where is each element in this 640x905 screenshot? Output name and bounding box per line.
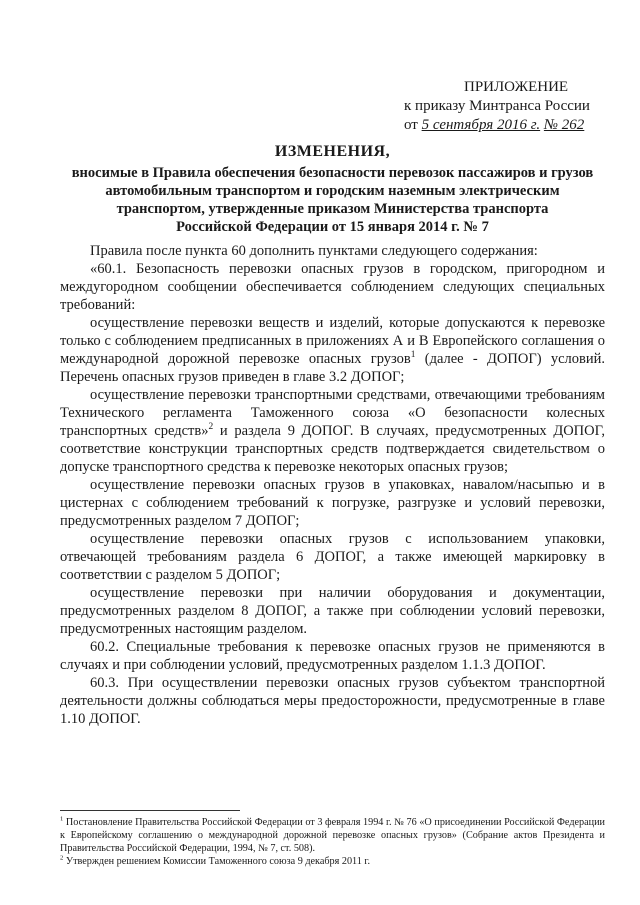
paragraph-requirement-1: осуществление перевозки веществ и изделий, которые допускаются к перевозке только с соблюдением предписанных в приложениях А и В Европейского соглашения о международной дорожной перевозке опасных грузов$^1$ (далее - ДОПОГ) условий. Перечень опасных грузов приведен в главе 3.2 ДОПОГ; <box>60 315 605 385</box>
appendix-label: ПРИЛОЖЕНИЕ <box>464 79 569 95</box>
title-heading: ИЗМЕНЕНИЯ, <box>274 143 391 160</box>
footnote-mark-2: 2 <box>60 854 64 862</box>
footnote-1: $^1$ Постановление Правительства Российской Федерации от 3 февраля 1994 г. № 76 «О присоединении Российской Федерации к Европейскому соглашению о международной дорожной перевозке опасных грузов» (Собрание актов Президента и Правительства Российской Федерации, 1994, № 7, ст. 508). <box>60 815 605 854</box>
appendix-date-line <box>404 116 614 135</box>
appendix-header <box>404 78 614 135</box>
paragraph-60-1: «60.1. Безопасность перевозки опасных грузов в городском, пригородном и междугородном сообщении обеспечивается соблюдением следующих специальных требований: <box>60 261 605 313</box>
appendix-number: № 262 <box>543 117 585 133</box>
footnote-2: $^2$ Утвержден решением Комиссии Таможенного союза 9 декабря 2011 г. <box>60 854 370 867</box>
title-subtitle-line: Российской Федерации от 15 января 2014 г. № 7 <box>176 219 489 235</box>
footnote-divider <box>60 810 240 811</box>
document-body <box>60 242 605 728</box>
paragraph-requirement-3: осуществление перевозки опасных грузов в упаковках, навалом/насыпью и в цистернах с соблюдением требований к погрузке, разгрузке и условий перевозки, предусмотренных разделом 7 ДОПОГ; <box>60 477 605 529</box>
footnotes <box>60 816 605 868</box>
paragraph-requirement-2: осуществление перевозки транспортными средствами, отвечающими требованиям Технического регламента Таможенного союза «О безопасности колесных транспортных средств»$^2$ и раздела 9 ДОПОГ. В случаях, предусмотренных ДОПОГ, соответствие конструкции транспортных средств подтверждается свидетельством о допуске транспортного средства к перевозке некоторых опасных грузов; <box>60 387 605 475</box>
appendix-prefix: от <box>404 117 418 133</box>
paragraph-60-2: 60.2. Специальные требования к перевозке опасных грузов не применяются в случаях и при соблюдении условий, предусмотренных разделом 1.1.3 ДОПОГ. <box>60 639 605 673</box>
paragraph-requirement-4: осуществление перевозки опасных грузов с использованием упаковки, отвечающей требованиям раздела 6 ДОПОГ, а также имеющей маркировку в соответствии с разделом 5 ДОПОГ; <box>60 531 605 583</box>
title-subtitle-line: вносимые в Правила обеспечения безопасности перевозок пассажиров и грузов <box>71 165 594 181</box>
paragraph-intro: Правила после пункта 60 дополнить пунктами следующего содержания: <box>90 243 538 259</box>
appendix-order-ref: к приказу Минтранса России <box>404 98 590 114</box>
footnote-ref-1: 1 <box>410 350 416 361</box>
title-subtitle-line: автомобильным транспортом и городским наземным электрическим <box>105 183 560 199</box>
footnote-mark-1: 1 <box>60 815 64 823</box>
paragraph-60-3: 60.3. При осуществлении перевозки опасных грузов субъектом транспортной деятельности должны соблюдаться меры предосторожности, предусмотренные в главе 1.10 ДОПОГ. <box>60 675 605 727</box>
appendix-date: 5 сентября 2016 г. <box>421 117 541 133</box>
title-subtitle-line: транспортом, утвержденные приказом Министерства транспорта <box>116 201 549 217</box>
document-title <box>60 143 605 236</box>
paragraph-requirement-5: осуществление перевозки при наличии оборудования и документации, предусмотренных разделом 8 ДОПОГ, а также при соблюдении условий перевозки, предусмотренных настоящим разделом. <box>60 585 605 637</box>
footnote-ref-2: 2 <box>208 422 214 433</box>
